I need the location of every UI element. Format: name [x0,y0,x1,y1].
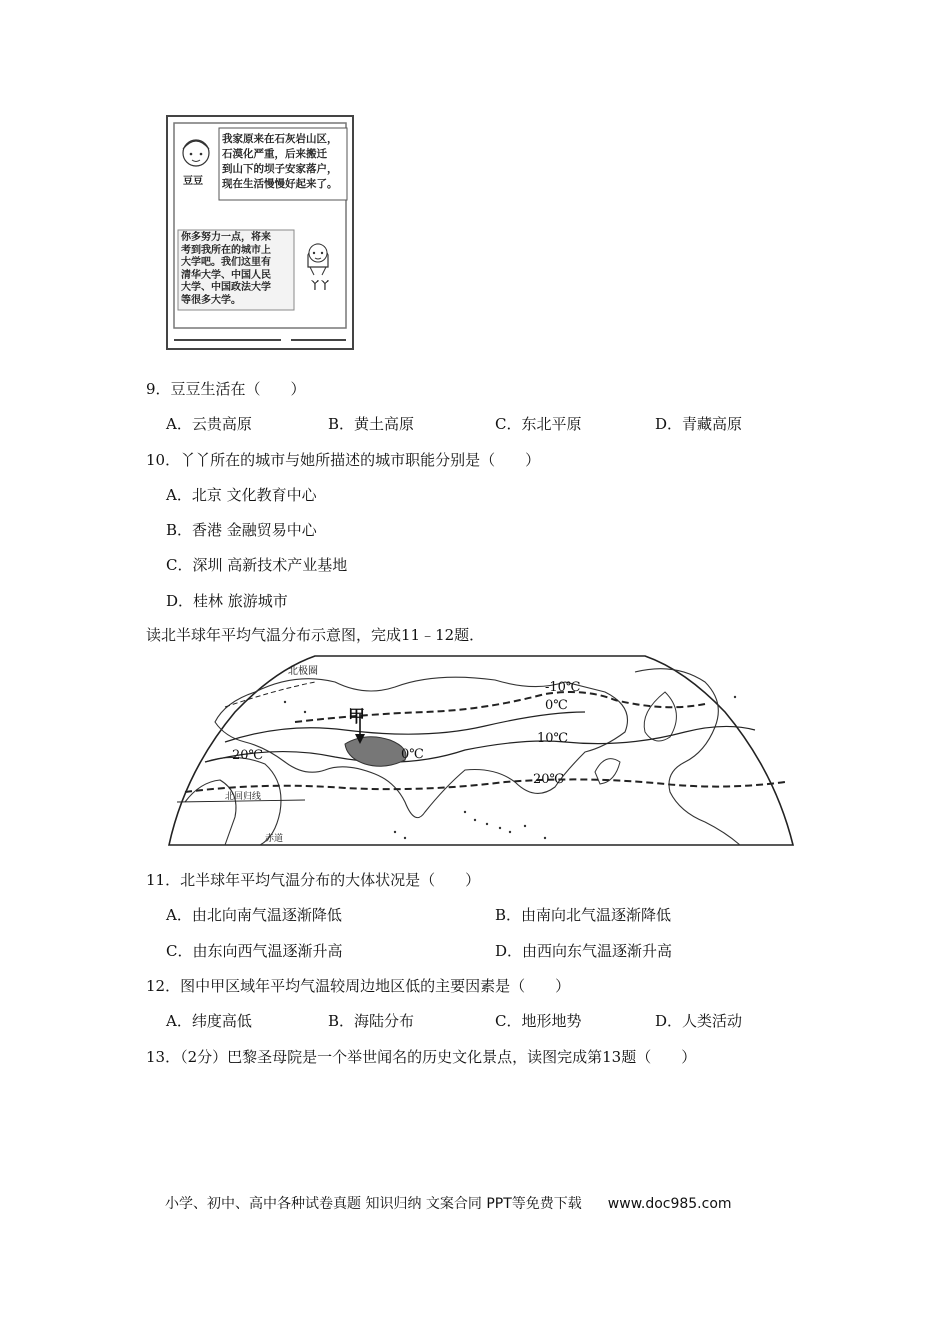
q10-option-b[interactable]: B．香港 金融贸易中心 [166,521,317,539]
question-11-stem: 11．北半球年平均气温分布的大体状况是（ ） [146,871,481,889]
doudou-line: 到山下的坝子安家落户， [222,163,338,175]
q9-option-d[interactable]: D．青藏高原 [655,415,743,433]
doudou-line: 我家原来在石灰岩山区， [222,133,338,145]
tropic-of-cancer-label: 北回归线 [225,792,262,802]
yaya-line: 大学吧。我们这里有 [181,257,271,268]
region-jia-label: 甲 [348,707,365,727]
equator-label: 赤道 [265,834,284,844]
q10-option-a[interactable]: A．北京 文化教育中心 [166,486,317,504]
q11-option-b[interactable]: B．由南向北气温逐渐降低 [495,906,672,924]
yaya-line: 清华大学、中国人民 [181,269,271,281]
isotherm-minus10-label: -10℃ [545,680,581,695]
q12-option-c[interactable]: C．地形地势 [495,1012,582,1030]
yaya-name: 丫丫 [310,281,330,292]
yaya-line: 你多努力一点，将来 [181,232,271,243]
footer-text: 小学、初中、高中各种试卷真题 知识归纳 文案合同 PPT等免费下载 [165,1196,582,1212]
yaya-line: 等很多大学。 [181,294,241,306]
q9-option-c[interactable]: C．东北平原 [495,415,582,433]
doudou-line: 石漠化严重，后来搬迁 [222,148,327,160]
isotherm-20-east-label: 20℃ [533,772,565,787]
q10-option-c[interactable]: C．深圳 高新技术产业基地 [166,556,348,574]
question-12-stem: 12．图中甲区域年平均气温较周边地区低的主要因素是（ ） [146,977,571,995]
question-10-stem: 10．丫丫所在的城市与她所描述的城市职能分别是（ ） [146,451,541,469]
q11-option-c[interactable]: C．由东向西气温逐渐升高 [166,942,343,960]
q10-option-d[interactable]: D．桂林 旅游城市 [166,592,288,610]
q12-option-b[interactable]: B．海陆分布 [328,1012,415,1030]
doudou-speech [222,132,338,192]
isotherm-10-label: 10℃ [537,731,569,746]
question-9-stem: 9．豆豆生活在（ ） [146,380,306,398]
q11-option-d[interactable]: D．由西向东气温逐渐升高 [495,942,673,960]
isotherm-20-west-label: 20℃ [232,748,264,763]
doudou-line: 现在生活慢慢好起来了。 [222,178,338,190]
comic-illustration [166,115,354,350]
isotherm-map [165,652,797,848]
q9-option-a[interactable]: A．云贵高原 [166,415,252,433]
question-13-stem: 13．（2分）巴黎圣母院是一个举世闻名的历史文化景点，读图完成第13题（ ） [146,1048,697,1066]
q12-option-d[interactable]: D．人类活动 [655,1012,743,1030]
yaya-line: 考到我所在的城市上 [181,244,271,256]
intro-11-12: 读北半球年平均气温分布示意图，完成11﹣12题． [146,626,485,644]
isotherm-0-plateau-label: 0℃ [401,747,424,762]
footer-site-link[interactable]: www.doc985.com [607,1196,732,1212]
doudou-name: 豆豆 [183,176,203,187]
q12-option-a[interactable]: A．纬度高低 [166,1012,252,1030]
q11-option-a[interactable]: A．由北向南气温逐渐降低 [166,906,342,924]
arctic-circle-label: 北极圈 [288,666,318,677]
yaya-line: 大学、中国政法大学 [181,282,271,293]
isotherm-0-north-label: 0℃ [545,698,568,713]
page-footer [165,1193,732,1213]
q9-option-b[interactable]: B．黄土高原 [328,415,415,433]
yaya-speech [181,232,271,307]
